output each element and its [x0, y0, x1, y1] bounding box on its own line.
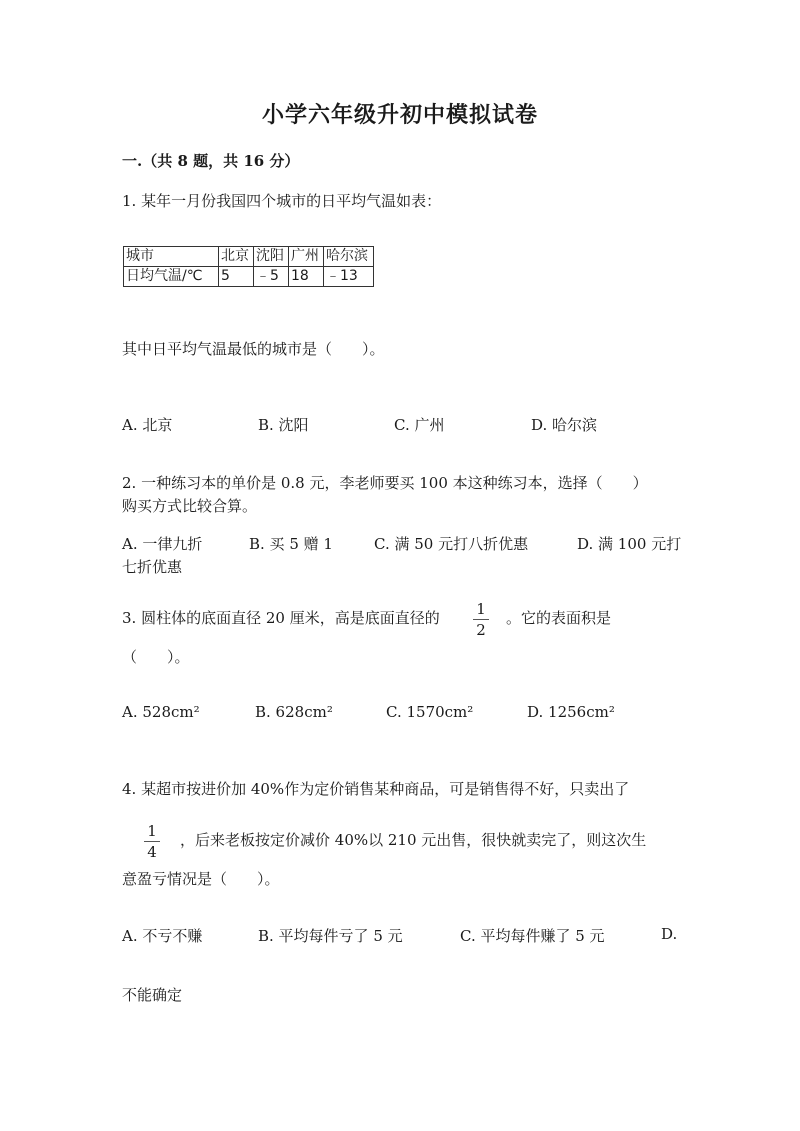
section-heading: 一.（共 8 题，共 16 分）	[122, 152, 300, 170]
q2-line1: 2. 一种练习本的单价是 0.8 元，李老师要买 100 本这种练习本，选择（ ）	[122, 474, 648, 492]
q1-stem: 1. 某年一月份我国四个城市的日平均气温如表：	[122, 192, 442, 210]
page-title: 小学六年级升初中模拟试卷	[261, 102, 538, 128]
q4-line2: ，后来老板按定价减价 40%以 210 元出售，很快就卖完了，则这次生	[180, 831, 647, 849]
q4-line1: 4. 某超市按进价加 40%作为定价销售某种商品，可是销售得不好，只卖出了	[122, 780, 630, 798]
q2-option-d: D. 满 100 元打	[577, 535, 682, 553]
q4-option-a: A. 不亏不赚	[122, 927, 203, 945]
q1-ask: 其中日平均气温最低的城市是（ ）。	[122, 340, 385, 358]
table-cell: 城市	[124, 247, 219, 267]
fraction-one-half	[471, 600, 491, 639]
q4-line3: 意盈亏情况是（ ）。	[122, 870, 280, 888]
fraction-bar	[473, 619, 489, 620]
q2-option-a: A. 一律九折	[122, 535, 203, 553]
fraction-numerator: 1	[147, 822, 157, 840]
fraction-numerator: 1	[476, 600, 486, 618]
q2-option-d-wrap: 七折优惠	[122, 558, 183, 576]
table-cell: ﹣13	[324, 267, 374, 287]
table-cell: 18	[289, 267, 324, 287]
temperature-table	[123, 246, 374, 287]
table-cell: ﹣5	[254, 267, 289, 287]
q2-line2: 购买方式比较合算。	[122, 497, 258, 515]
fraction-denominator: 2	[476, 621, 486, 639]
q2-option-c: C. 满 50 元打八折优惠	[374, 535, 529, 553]
table-cell: 北京	[219, 247, 254, 267]
table-row	[124, 247, 374, 267]
q3-stem-before: 3. 圆柱体的底面直径 20 厘米，高是底面直径的	[122, 609, 440, 627]
q4-option-d-wrap: 不能确定	[122, 986, 183, 1004]
q2-option-b: B. 买 5 赠 1	[249, 535, 333, 553]
table-cell: 沈阳	[254, 247, 289, 267]
table-cell: 5	[219, 267, 254, 287]
q1-option-b: B. 沈阳	[258, 416, 309, 434]
q3-option-c: C. 1570cm²	[386, 703, 474, 721]
table-cell: 广州	[289, 247, 324, 267]
table-cell: 日均气温/℃	[124, 267, 219, 287]
q3-option-d: D. 1256cm²	[527, 703, 615, 721]
q1-option-a: A. 北京	[122, 416, 173, 434]
q3-option-a: A. 528cm²	[122, 703, 200, 721]
table-row	[124, 267, 374, 287]
q1-option-c: C. 广州	[394, 416, 445, 434]
q3-stem-after: 。它的表面积是	[506, 609, 612, 627]
q4-option-d: D.	[661, 925, 678, 943]
q4-option-c: C. 平均每件赚了 5 元	[460, 927, 605, 945]
q1-option-d: D. 哈尔滨	[531, 416, 598, 434]
q3-line2: （ ）。	[122, 648, 190, 666]
q3-option-b: B. 628cm²	[255, 703, 333, 721]
table-cell: 哈尔滨	[324, 247, 374, 267]
fraction-one-quarter	[142, 822, 162, 861]
fraction-denominator: 4	[147, 843, 157, 861]
fraction-bar	[144, 841, 160, 842]
q4-option-b: B. 平均每件亏了 5 元	[258, 927, 403, 945]
